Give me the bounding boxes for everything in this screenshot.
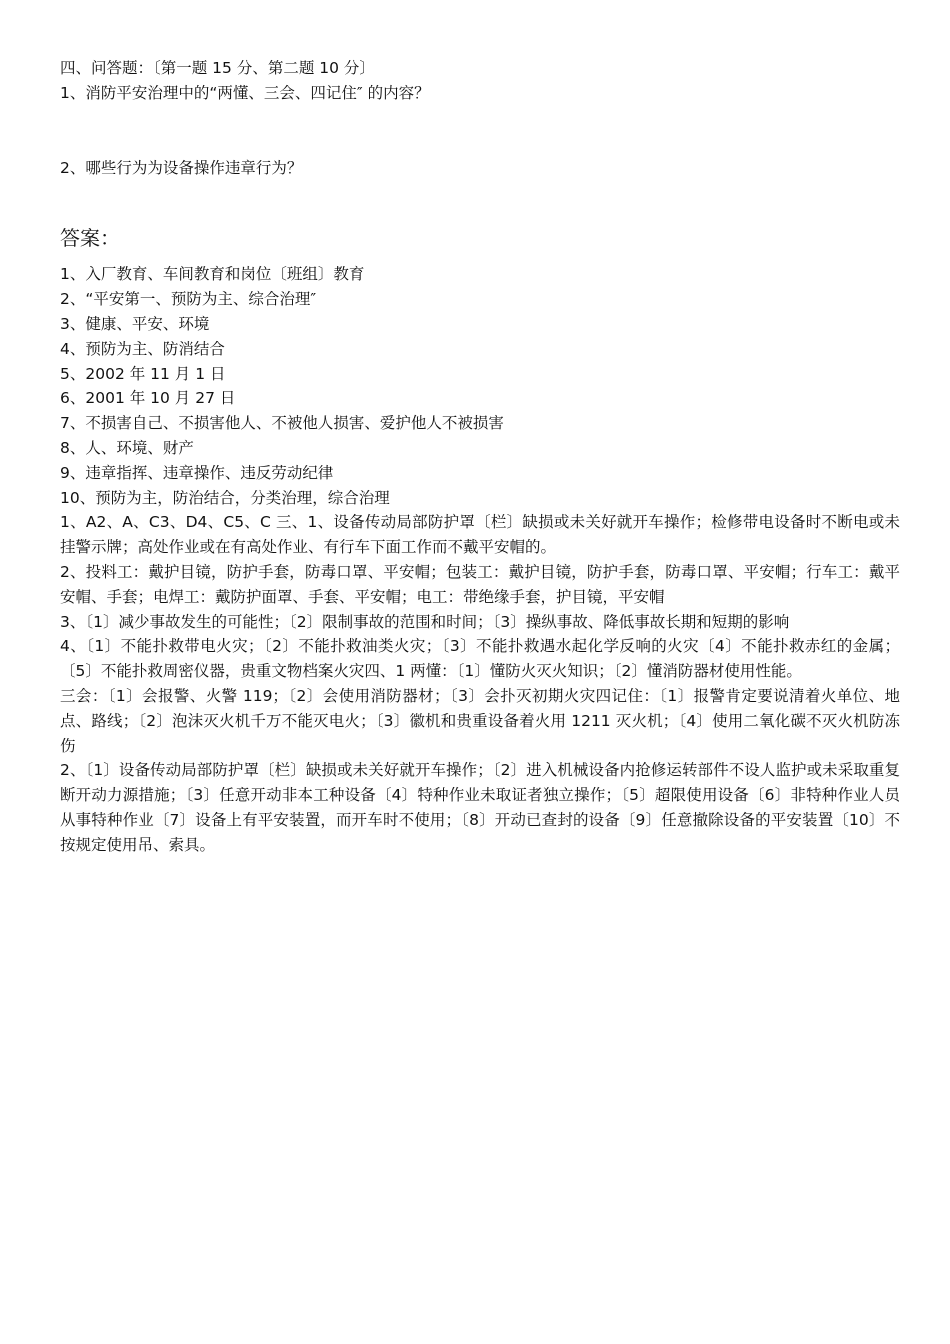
long-answer-paragraph: 2、投料工：戴护目镜，防护手套，防毒口罩、平安帽；包装工：戴护目镜，防护手套，防毒口罩、平安帽；行车工：戴平安帽、手套；电焊工：戴防护面罩、手套、平安帽；电工：带绝缘手套，护目镜，平安帽 [60,562,900,606]
short-answer-4: 4、预防为主、防消结合 [60,339,225,358]
questions-section [60,56,900,180]
answers-title: 答案： [60,226,120,251]
short-answer-6: 6、2001 年 10 月 27 日 [60,389,236,408]
short-answer-2: 2、“平安第一、预防为主、综合治理″ [60,290,317,309]
question-1: 1、消防平安治理中的“两懂、三会、四记住″ 的内容？ [60,83,430,102]
short-answer-5: 5、2002 年 11 月 1 日 [60,364,226,383]
short-answer-8: 8、人、环境、财产 [60,438,194,457]
long-answer-paragraph: 2、〔1〕设备传动局部防护罩〔栏〕缺损或未关好就开车操作；〔2〕进入机械设备内抢修运转部件不设人监护或未采取重复断开动力源措施；〔3〕任意开动非本工种设备〔4〕特种作业未取证者独立操作；〔5〕超限使用设备〔6〕非特种作业人员从事特种作业〔7〕设备上有平安装置，而开车时不使用；〔8〕开动已查封的设备〔9〕任意撤除设备的平安装置〔10〕不按规定使用吊、索具。 [60,761,900,854]
long-answer-paragraph: 4、〔1〕不能扑救带电火灾；〔2〕不能扑救油类火灾；〔3〕不能扑救遇水起化学反响的火灾〔4〕不能扑救赤红的金属；〔5〕不能扑救周密仪器，贵重文物档案火灾四、1 两懂：〔1〕懂防火灭火知识；〔2〕懂消防器材使用性能。 [60,637,900,681]
section-title: 四、问答题：〔第一题 15 分、第二题 10 分〕 [60,59,375,77]
question-2: 2、哪些行为为设备操作违章行为？ [60,158,303,177]
short-answer-3: 3、健康、平安、环境 [60,314,210,333]
short-answers-list [60,262,900,510]
short-answer-10: 10、预防为主，防治结合，分类治理，综合治理 [60,488,390,507]
long-answer-paragraph: 1、A2、A、C3、D4、C5、C 三、1、设备传动局部防护罩〔栏〕缺损或未关好就开车操作；检修带电设备时不断电或未挂警示牌；高处作业或在有高处作业、有行车下面工作而不戴平安帽的。 [60,513,900,557]
long-answer-paragraph: 三会：〔1〕会报警、火警 119；〔2〕会使用消防器材；〔3〕会扑灭初期火灾四记住：〔1〕报警肯定要说清着火单位、地点、路线；〔2〕泡沫灭火机千万不能灭电火；〔3〕徽机和贵重设备着火用 1211 灭火机；〔4〕使用二氧化碳不灭火机防冻伤 [60,686,900,755]
document-page [60,56,900,858]
short-answer-7: 7、不损害自己、不损害他人、不被他人损害、爱护他人不被损害 [60,414,504,433]
short-answer-9: 9、违章指挥、违章操作、违反劳动纪律 [60,463,334,482]
short-answer-1: 1、入厂教育、车间教育和岗位〔班组〕教育 [60,265,365,284]
long-answers-list [60,510,900,857]
long-answer-paragraph: 3、〔1〕减少事故发生的可能性；〔2〕限制事故的范围和时间；〔3〕操纵事故、降低事故长期和短期的影响 [60,612,790,631]
